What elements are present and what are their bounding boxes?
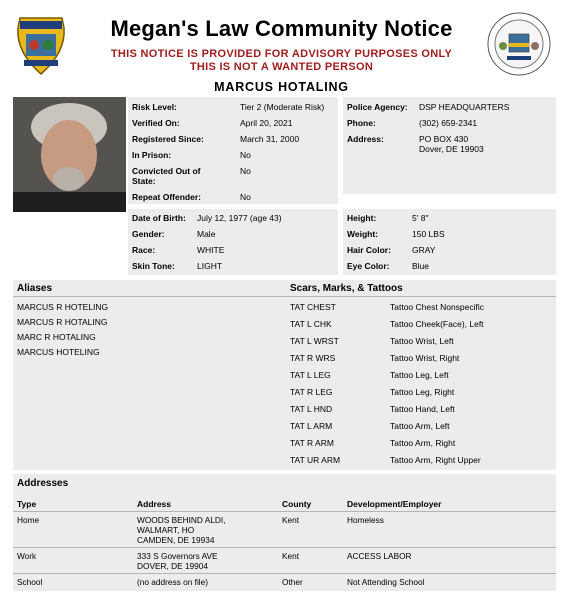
police-phone-value: (302) 659-2341: [419, 118, 478, 128]
repeat-offender-value: No: [240, 192, 251, 202]
address-line: WOODS BEHIND ALDI,: [137, 515, 226, 525]
convicted-label-line2: State:: [132, 176, 156, 186]
scar-desc: Tattoo Arm, Left: [390, 421, 450, 431]
offender-photo: [13, 97, 126, 212]
scar-code: TAT L ARM: [290, 421, 333, 431]
registered-since-value: March 31, 2000: [240, 134, 300, 144]
in-prison-label: In Prison:: [132, 150, 172, 160]
address-type: Work: [17, 551, 37, 561]
col-header-county: County: [282, 499, 312, 509]
scar-desc: Tattoo Wrist, Right: [390, 353, 460, 363]
address-line: 333 S Governors AVE: [137, 551, 218, 561]
hair-color-value: GRAY: [412, 245, 436, 255]
address-employer: ACCESS LABOR: [347, 551, 412, 561]
scar-code: TAT L CHK: [290, 319, 332, 329]
alias-item: MARCUS R HOTALING: [17, 317, 108, 327]
scar-code: TAT L WRST: [290, 336, 339, 346]
convicted-value: No: [240, 166, 251, 176]
address-type: School: [17, 577, 43, 587]
panel-divider: [338, 209, 343, 275]
scar-code: TAT L LEG: [290, 370, 331, 380]
aliases-heading: Aliases: [17, 283, 53, 294]
col-header-type: Type: [17, 499, 37, 509]
scar-code: TAT R ARM: [290, 438, 334, 448]
height-value: 5' 8": [412, 213, 429, 223]
address-line: (no address on file): [137, 577, 209, 587]
dob-value: July 12, 1977 (age 43): [197, 213, 282, 223]
scar-desc: Tattoo Hand, Left: [390, 404, 455, 414]
scar-code: TAT R LEG: [290, 387, 333, 397]
eye-color-value: Blue: [412, 261, 430, 271]
scar-code: TAT R WRS: [290, 353, 336, 363]
race-label: Race:: [132, 245, 156, 255]
repeat-offender-label: Repeat Offender:: [132, 192, 201, 202]
scars-heading: Scars, Marks, & Tattoos: [290, 283, 403, 294]
address-employer: Not Attending School: [347, 577, 425, 587]
eye-color-label: Eye Color:: [347, 261, 390, 271]
in-prison-value: No: [240, 150, 251, 160]
addresses-heading: Addresses: [17, 478, 69, 489]
table-divider: [13, 511, 556, 512]
weight-value: 150 LBS: [412, 229, 445, 239]
registered-since-label: Registered Since:: [132, 134, 204, 144]
police-address-label: Address:: [347, 134, 384, 144]
weight-label: Weight:: [347, 229, 379, 239]
scar-desc: Tattoo Leg, Left: [390, 370, 449, 380]
police-address-line1: PO BOX 430: [419, 134, 469, 144]
scar-desc: Tattoo Wrist, Left: [390, 336, 454, 346]
gender-value: Male: [197, 229, 216, 239]
address-type: Home: [17, 515, 40, 525]
race-value: WHITE: [197, 245, 225, 255]
scar-code: TAT L HND: [290, 404, 333, 414]
table-row-divider: [13, 547, 556, 548]
police-address-line2: Dover, DE 19903: [419, 144, 484, 154]
address-line: WALMART, HO: [137, 525, 195, 535]
address-county: Kent: [282, 515, 300, 525]
police-agency-label: Police Agency:: [347, 102, 408, 112]
gender-label: Gender:: [132, 229, 165, 239]
page-title: Megan's Law Community Notice: [110, 16, 453, 41]
col-header-employer: Development/Employer: [347, 499, 442, 509]
not-wanted-notice: THIS IS NOT A WANTED PERSON: [189, 61, 374, 73]
scar-desc: Tattoo Leg, Right: [390, 387, 455, 397]
alias-item: MARCUS R HOTELING: [17, 302, 109, 312]
scar-desc: Tattoo Arm, Right Upper: [390, 455, 481, 465]
verified-on-value: April 20, 2021: [240, 118, 293, 128]
scar-desc: Tattoo Cheek(Face), Left: [390, 319, 484, 329]
dob-label: Date of Birth:: [132, 213, 186, 223]
scar-code: TAT UR ARM: [290, 455, 341, 465]
scar-desc: Tattoo Arm, Right: [390, 438, 456, 448]
police-agency-value: DSP HEADQUARTERS: [419, 102, 510, 112]
police-phone-label: Phone:: [347, 118, 376, 128]
scar-code: TAT CHEST: [290, 302, 336, 312]
hair-color-label: Hair Color:: [347, 245, 391, 255]
address-line: CAMDEN, DE 19934: [137, 535, 215, 545]
risk-level-label: Risk Level:: [132, 102, 177, 112]
risk-level-value: Tier 2 (Moderate Risk): [240, 102, 325, 112]
verified-on-label: Verified On:: [132, 118, 180, 128]
advisory-notice: THIS NOTICE IS PROVIDED FOR ADVISORY PURPOSES ONLY: [110, 48, 453, 60]
convicted-label-line1: Convicted Out of: [132, 166, 201, 176]
alias-item: MARC R HOTALING: [17, 332, 96, 342]
person-name: MARCUS HOTALING: [214, 80, 349, 94]
address-county: Other: [282, 577, 303, 587]
alias-item: MARCUS HOTELING: [17, 347, 100, 357]
address-employer: Homeless: [347, 515, 384, 525]
col-header-address: Address: [137, 499, 172, 509]
delaware-state-seal: [487, 12, 551, 76]
skin-tone-value: LIGHT: [197, 261, 223, 271]
skin-tone-label: Skin Tone:: [132, 261, 175, 271]
section-divider: [13, 296, 556, 297]
address-county: Kent: [282, 551, 300, 561]
table-row-divider: [13, 573, 556, 574]
address-line: DOVER, DE 19904: [137, 561, 209, 571]
height-label: Height:: [347, 213, 377, 223]
scar-desc: Tattoo Chest Nonspecific: [390, 302, 485, 312]
